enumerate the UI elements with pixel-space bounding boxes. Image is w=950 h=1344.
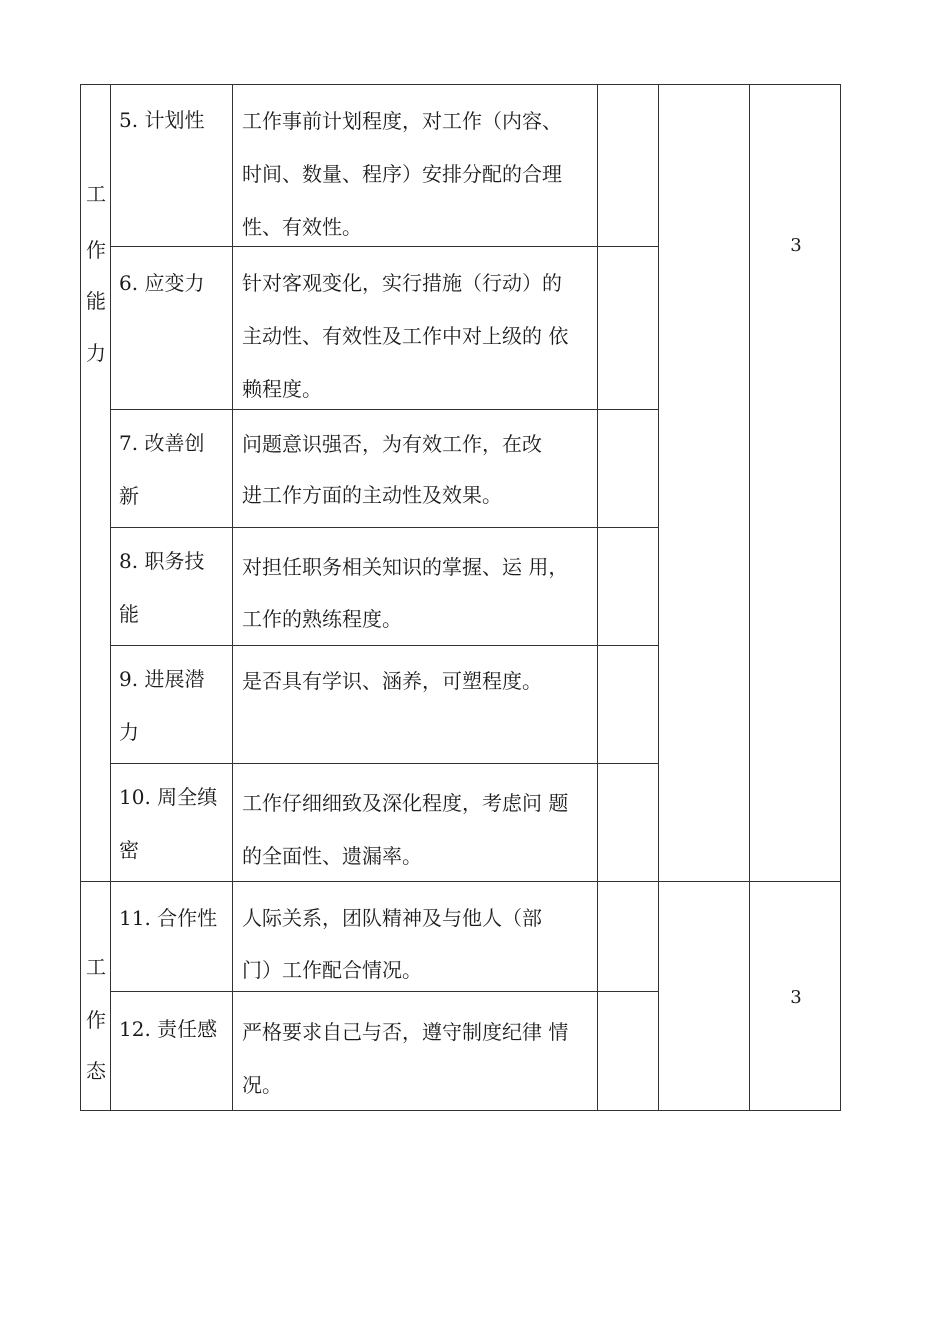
- score-value: 3: [790, 235, 802, 256]
- category-label: 力: [86, 341, 106, 365]
- item-name: 密: [119, 838, 139, 862]
- item-name: 6. 应变力: [119, 271, 205, 295]
- category-label: 态: [86, 1059, 106, 1083]
- item-description: 针对客观变化，实行措施（行动）的: [242, 271, 562, 295]
- row-divider: [110, 409, 658, 410]
- column-divider: [597, 84, 598, 1111]
- table-top-border: [80, 84, 841, 85]
- row-divider: [110, 763, 658, 764]
- category-label: 能: [86, 289, 106, 313]
- item-description: 门）工作配合情况。: [242, 958, 422, 982]
- item-name: 新: [119, 484, 139, 508]
- item-description: 工作的熟练程度。: [242, 607, 402, 631]
- item-name: 5. 计划性: [119, 108, 205, 132]
- item-name: 10. 周全缜: [119, 785, 218, 809]
- item-description: 况。: [242, 1073, 282, 1097]
- item-description: 性、有效性。: [242, 215, 362, 239]
- column-divider: [232, 84, 233, 1111]
- item-description: 是否具有学识、涵养，可塑程度。: [242, 669, 542, 693]
- column-divider: [749, 84, 750, 1111]
- item-description: 问题意识强否，为有效工作，在改: [242, 432, 542, 456]
- item-name: 12. 责任感: [119, 1017, 218, 1041]
- item-description: 进工作方面的主动性及效果。: [242, 483, 502, 507]
- item-name: 力: [119, 720, 139, 744]
- item-description: 赖程度。: [242, 377, 322, 401]
- column-divider: [658, 84, 659, 1111]
- item-description: 主动性、有效性及工作中对上级的 依: [242, 324, 569, 348]
- item-description: 人际关系，团队精神及与他人（部: [242, 906, 542, 930]
- item-name: 8. 职务技: [119, 549, 205, 573]
- item-name: 能: [119, 602, 139, 626]
- row-divider: [110, 527, 658, 528]
- score-value: 3: [790, 987, 802, 1008]
- item-name: 7. 改善创: [119, 431, 205, 455]
- row-divider: [110, 246, 658, 247]
- item-description: 对担任职务相关知识的掌握、运 用，: [242, 555, 569, 579]
- item-name: 11. 合作性: [119, 906, 218, 930]
- item-description: 时间、数量、程序）安排分配的合理: [242, 162, 562, 186]
- category-label: 作: [86, 238, 106, 262]
- group-divider: [80, 881, 841, 882]
- category-label: 作: [86, 1008, 106, 1032]
- item-description: 工作仔细细致及深化程度，考虑问 题: [242, 791, 569, 815]
- item-name: 9. 进展潜: [119, 667, 205, 691]
- category-label: 工: [86, 955, 106, 979]
- item-description: 的全面性、遗漏率。: [242, 844, 422, 868]
- item-description: 工作事前计划程度，对工作（内容、: [242, 109, 562, 133]
- category-label: 工: [86, 182, 106, 206]
- table-bottom-border: [80, 1110, 841, 1111]
- item-description: 严格要求自己与否，遵守制度纪律 情: [242, 1020, 569, 1044]
